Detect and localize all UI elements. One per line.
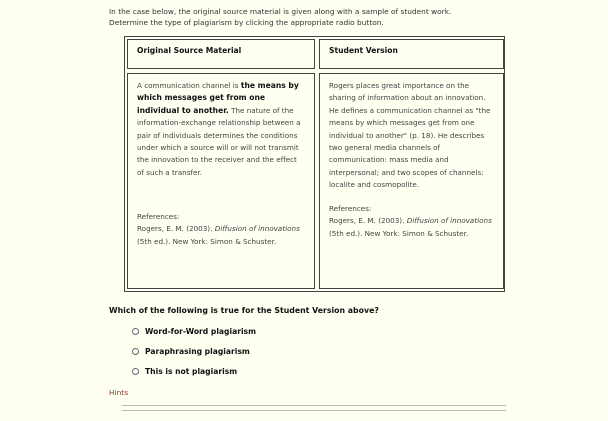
hints-link[interactable]: Hints [109,388,129,397]
reference-rest: (5th ed.). New York: Simon & Schuster. [137,236,277,246]
student-version-cell [319,73,504,289]
student-references [329,203,499,240]
comparison-table [124,36,505,292]
reference-rest: (5th ed.). New York: Simon & Schuster. [329,228,469,238]
option-label: Paraphrasing plagiarism [145,347,250,356]
original-header-cell [127,39,315,69]
original-references [137,211,307,248]
reference-entry [329,215,499,240]
original-text-bold: the means by which messages get from one individual to another. [137,81,299,115]
reference-author: Rogers, E. M. (2003). [137,224,213,234]
student-version-text: Rogers places great importance on the sharing of information about an innovation. He defines a communication channel as "the means by which messages get from one individual to another" (p. 18). He describes two general media channels of communication: mass media and interpersonal; and two scopes of channels: localite and cosmopolite. [329,81,491,190]
references-label: References: [329,204,372,213]
original-source-text [137,80,305,179]
radio-button[interactable] [132,328,139,335]
original-text-pre: A communication channel is [137,81,239,90]
instructions-line-2: Determine the type of plagiarism by clicking the appropriate radio button. [109,18,384,27]
option-paraphrasing[interactable] [132,347,250,356]
reference-author: Rogers, E. M. (2003). [329,216,405,226]
question-text: Which of the following is true for the Student Version above? [109,306,379,315]
divider [122,405,506,406]
reference-title: Diffusion of innovations [214,224,300,234]
option-label: This is not plagiarism [145,367,238,376]
option-word-for-word[interactable] [132,327,256,336]
instructions [109,6,509,28]
student-header: Student Version [329,46,398,55]
original-source-cell [127,73,315,289]
reference-title: Diffusion of innovations [406,216,492,226]
option-label: Word-for-Word plagiarism [145,327,256,336]
radio-button[interactable] [132,368,139,375]
original-header: Original Source Material [137,46,242,55]
radio-button[interactable] [132,348,139,355]
student-header-cell [319,39,504,69]
references-label: References: [137,212,180,221]
reference-entry [137,223,307,248]
divider [122,410,506,411]
option-not-plagiarism[interactable] [132,367,237,376]
instructions-line-1: In the case below, the original source material is given along with a sample of student work. [109,7,452,16]
original-text-post: The nature of the information-exchange relationship between a pair of individuals determines the conditions under which a source will or will not transmit the innovation to the receiver and the effect of such a transfer. [137,105,301,177]
